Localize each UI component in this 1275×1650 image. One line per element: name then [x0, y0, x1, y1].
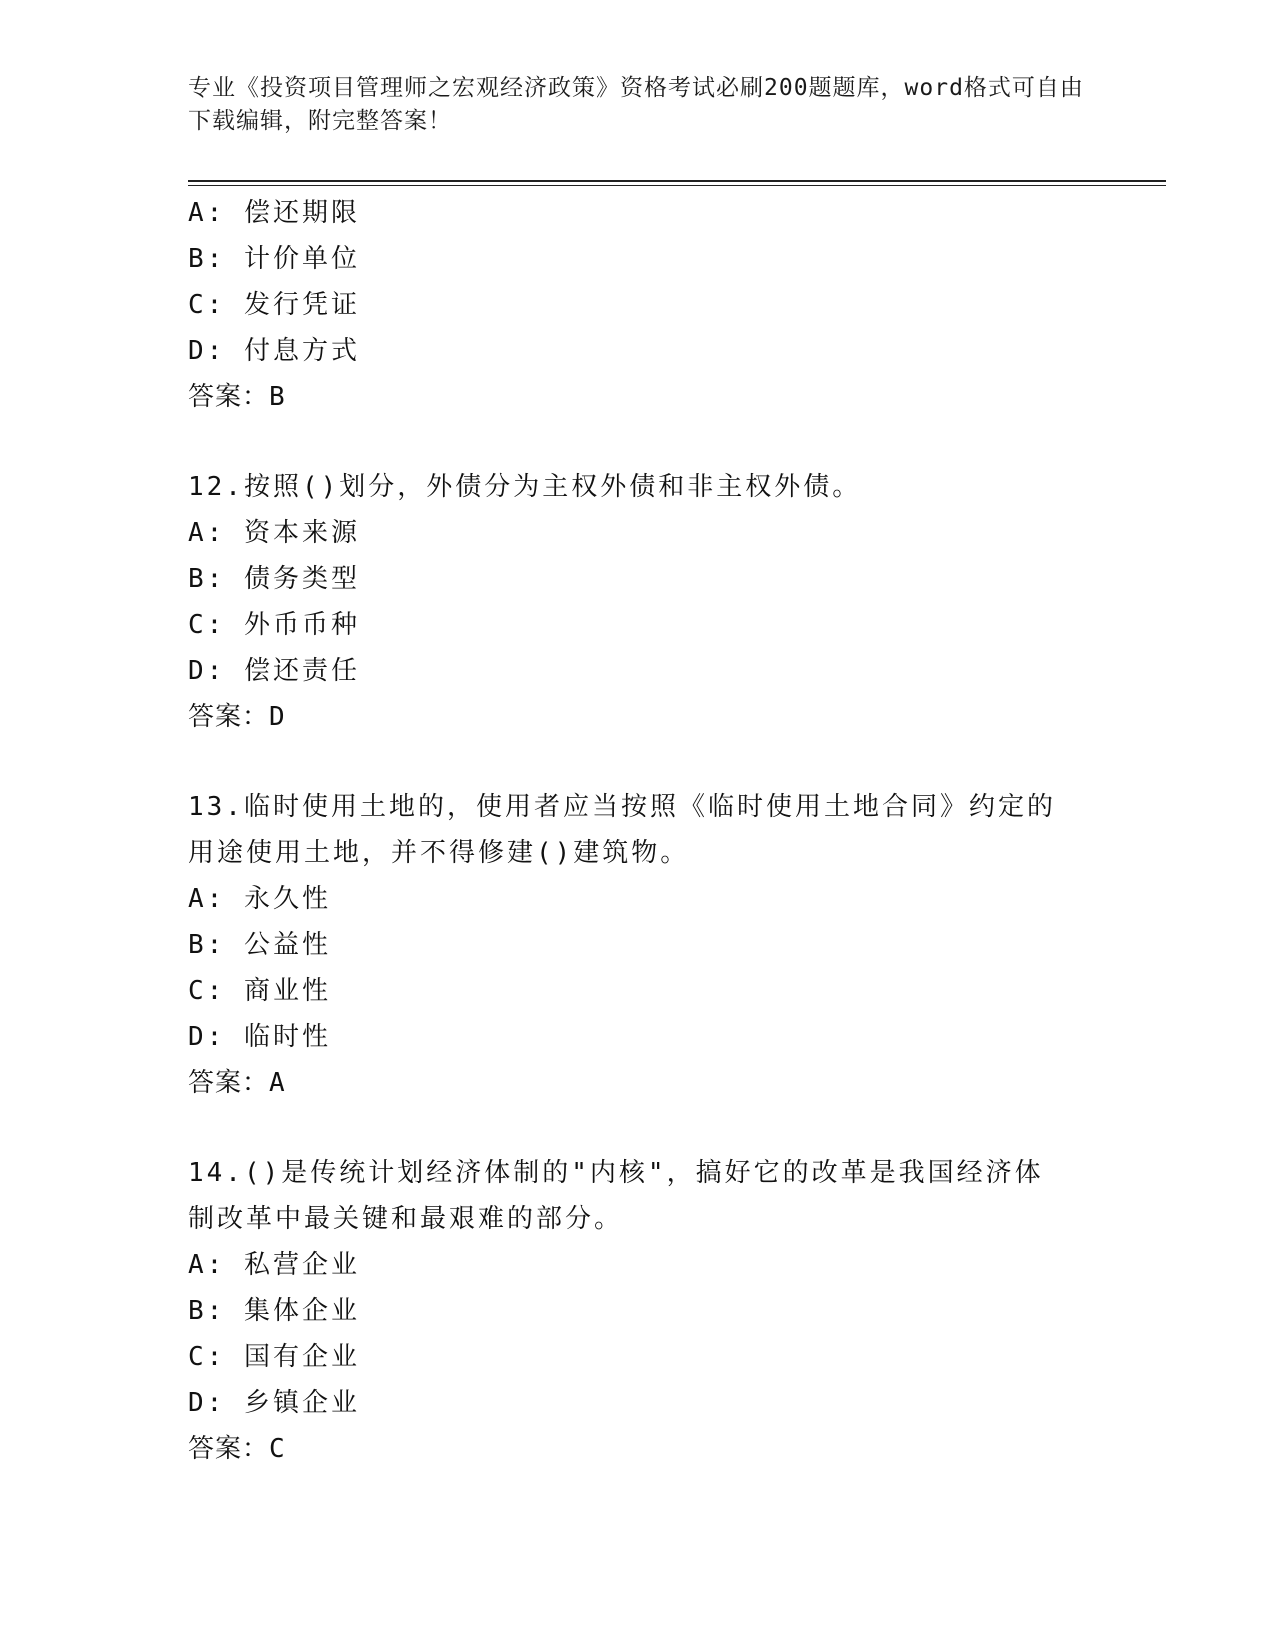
- option-a: A: 资本来源: [188, 518, 360, 548]
- answer-line: [188, 694, 1088, 740]
- header-divider-thick: [188, 180, 1166, 182]
- answer-line: [188, 1060, 1088, 1106]
- option-a: A: 私营企业: [188, 1250, 360, 1280]
- question-list: [188, 190, 1088, 1472]
- option-c: C: 发行凭证: [188, 290, 360, 320]
- option-a: A: 永久性: [188, 884, 331, 914]
- answer-label: 答案：: [188, 1068, 270, 1098]
- option-d: D: 偿还责任: [188, 656, 360, 686]
- option-b: B: 集体企业: [188, 1296, 360, 1326]
- option-c: C: 国有企业: [188, 1342, 360, 1372]
- answer-value: D: [269, 702, 286, 732]
- question-stem: 14.()是传统计划经济体制的"内核"，搞好它的改革是我国经济体制改革中最关键和最艰难的部分。: [188, 1158, 1044, 1234]
- option-d: D: 临时性: [188, 1022, 331, 1052]
- question-stem: 12.按照()划分，外债分为主权外债和非主权外债。: [188, 472, 862, 502]
- question-partial: [188, 190, 1088, 420]
- question-14: [188, 1150, 1088, 1472]
- option-b: B: 公益性: [188, 930, 331, 960]
- answer-line: [188, 374, 1088, 420]
- answer-line: [188, 1426, 1088, 1472]
- option-d: D: 乡镇企业: [188, 1388, 360, 1418]
- answer-label: 答案：: [188, 382, 270, 412]
- header-divider-thin: [188, 185, 1166, 186]
- option-a: A: 偿还期限: [188, 198, 360, 228]
- answer-value: C: [269, 1434, 286, 1464]
- option-c: C: 商业性: [188, 976, 331, 1006]
- document-header: 专业《投资项目管理师之宏观经济政策》资格考试必刷200题题库，word格式可自由下载编辑，附完整答案！: [188, 75, 1084, 134]
- question-stem: 13.临时使用土地的，使用者应当按照《临时使用土地合同》约定的用途使用土地，并不得修建()建筑物。: [188, 792, 1056, 868]
- answer-value: B: [269, 382, 286, 412]
- option-c: C: 外币币种: [188, 610, 360, 640]
- option-b: B: 计价单位: [188, 244, 360, 274]
- question-13: [188, 784, 1088, 1106]
- answer-value: A: [269, 1068, 286, 1098]
- question-12: [188, 464, 1088, 740]
- answer-label: 答案：: [188, 1434, 270, 1464]
- option-b: B: 债务类型: [188, 564, 360, 594]
- answer-label: 答案：: [188, 702, 270, 732]
- option-d: D: 付息方式: [188, 336, 360, 366]
